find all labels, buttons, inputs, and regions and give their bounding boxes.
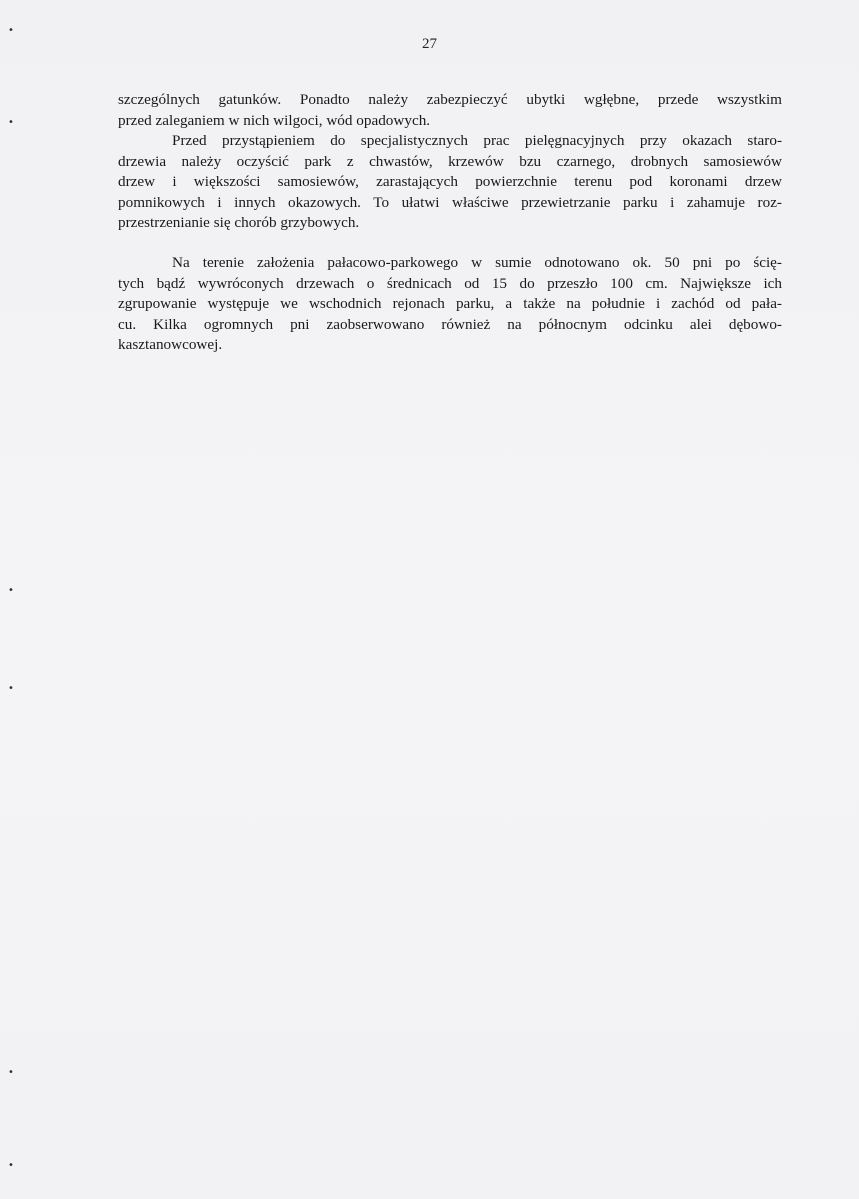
punch-hole-mark: • <box>8 1067 14 1078</box>
punch-hole-mark: • <box>8 25 14 36</box>
text-line: kasztanowcowej. <box>118 336 223 353</box>
text-line: zgrupowanie występuje we wschodnich rejonach parku, a także na południe i zachód od pała- <box>118 295 782 312</box>
text-line: Na terenie założenia pałacowo-parkowego w sumie odnotowano ok. 50 pni po ścię- <box>172 254 782 271</box>
text-line: cu. Kilka ogromnych pni zaobserwowano również na północnym odcinku alei dębowo- <box>118 315 782 333</box>
page-number: 27 <box>422 36 437 52</box>
text-line: pomnikowych i innych okazowych. To ułatwi właściwe przewietrzanie parku i zahamuje roz- <box>118 193 782 211</box>
text-line: drzewia należy oczyścić park z chwastów, krzewów bzu czarnego, drobnych samosiewów <box>118 152 782 170</box>
punch-hole-mark: • <box>8 683 14 694</box>
punch-hole-mark: • <box>8 1160 14 1171</box>
text-line: Przed przystąpieniem do specjalistycznych prac pielęgnacyjnych przy okazach staro- <box>172 132 782 149</box>
text-line: tych bądź wywróconych drzewach o średnicach od 15 do przeszło 100 cm. Największe ich <box>118 274 782 292</box>
text-line: przed zaleganiem w nich wilgoci, wód opadowych. <box>118 111 431 129</box>
text-line: szczególnych gatunków. Ponadto należy zabezpieczyć ubytki wgłębne, przede wszystkim <box>118 91 782 108</box>
punch-hole-mark: • <box>8 585 14 596</box>
paragraph-continuation <box>118 90 782 234</box>
paragraph-stumps <box>118 253 782 356</box>
punch-hole-mark: • <box>8 117 14 128</box>
text-line: drzew i większości samosiewów, zarastających powierzchnie terenu pod koronami drzew <box>118 173 782 190</box>
text-line: przestrzenianie się chorób grzybowych. <box>118 214 360 231</box>
